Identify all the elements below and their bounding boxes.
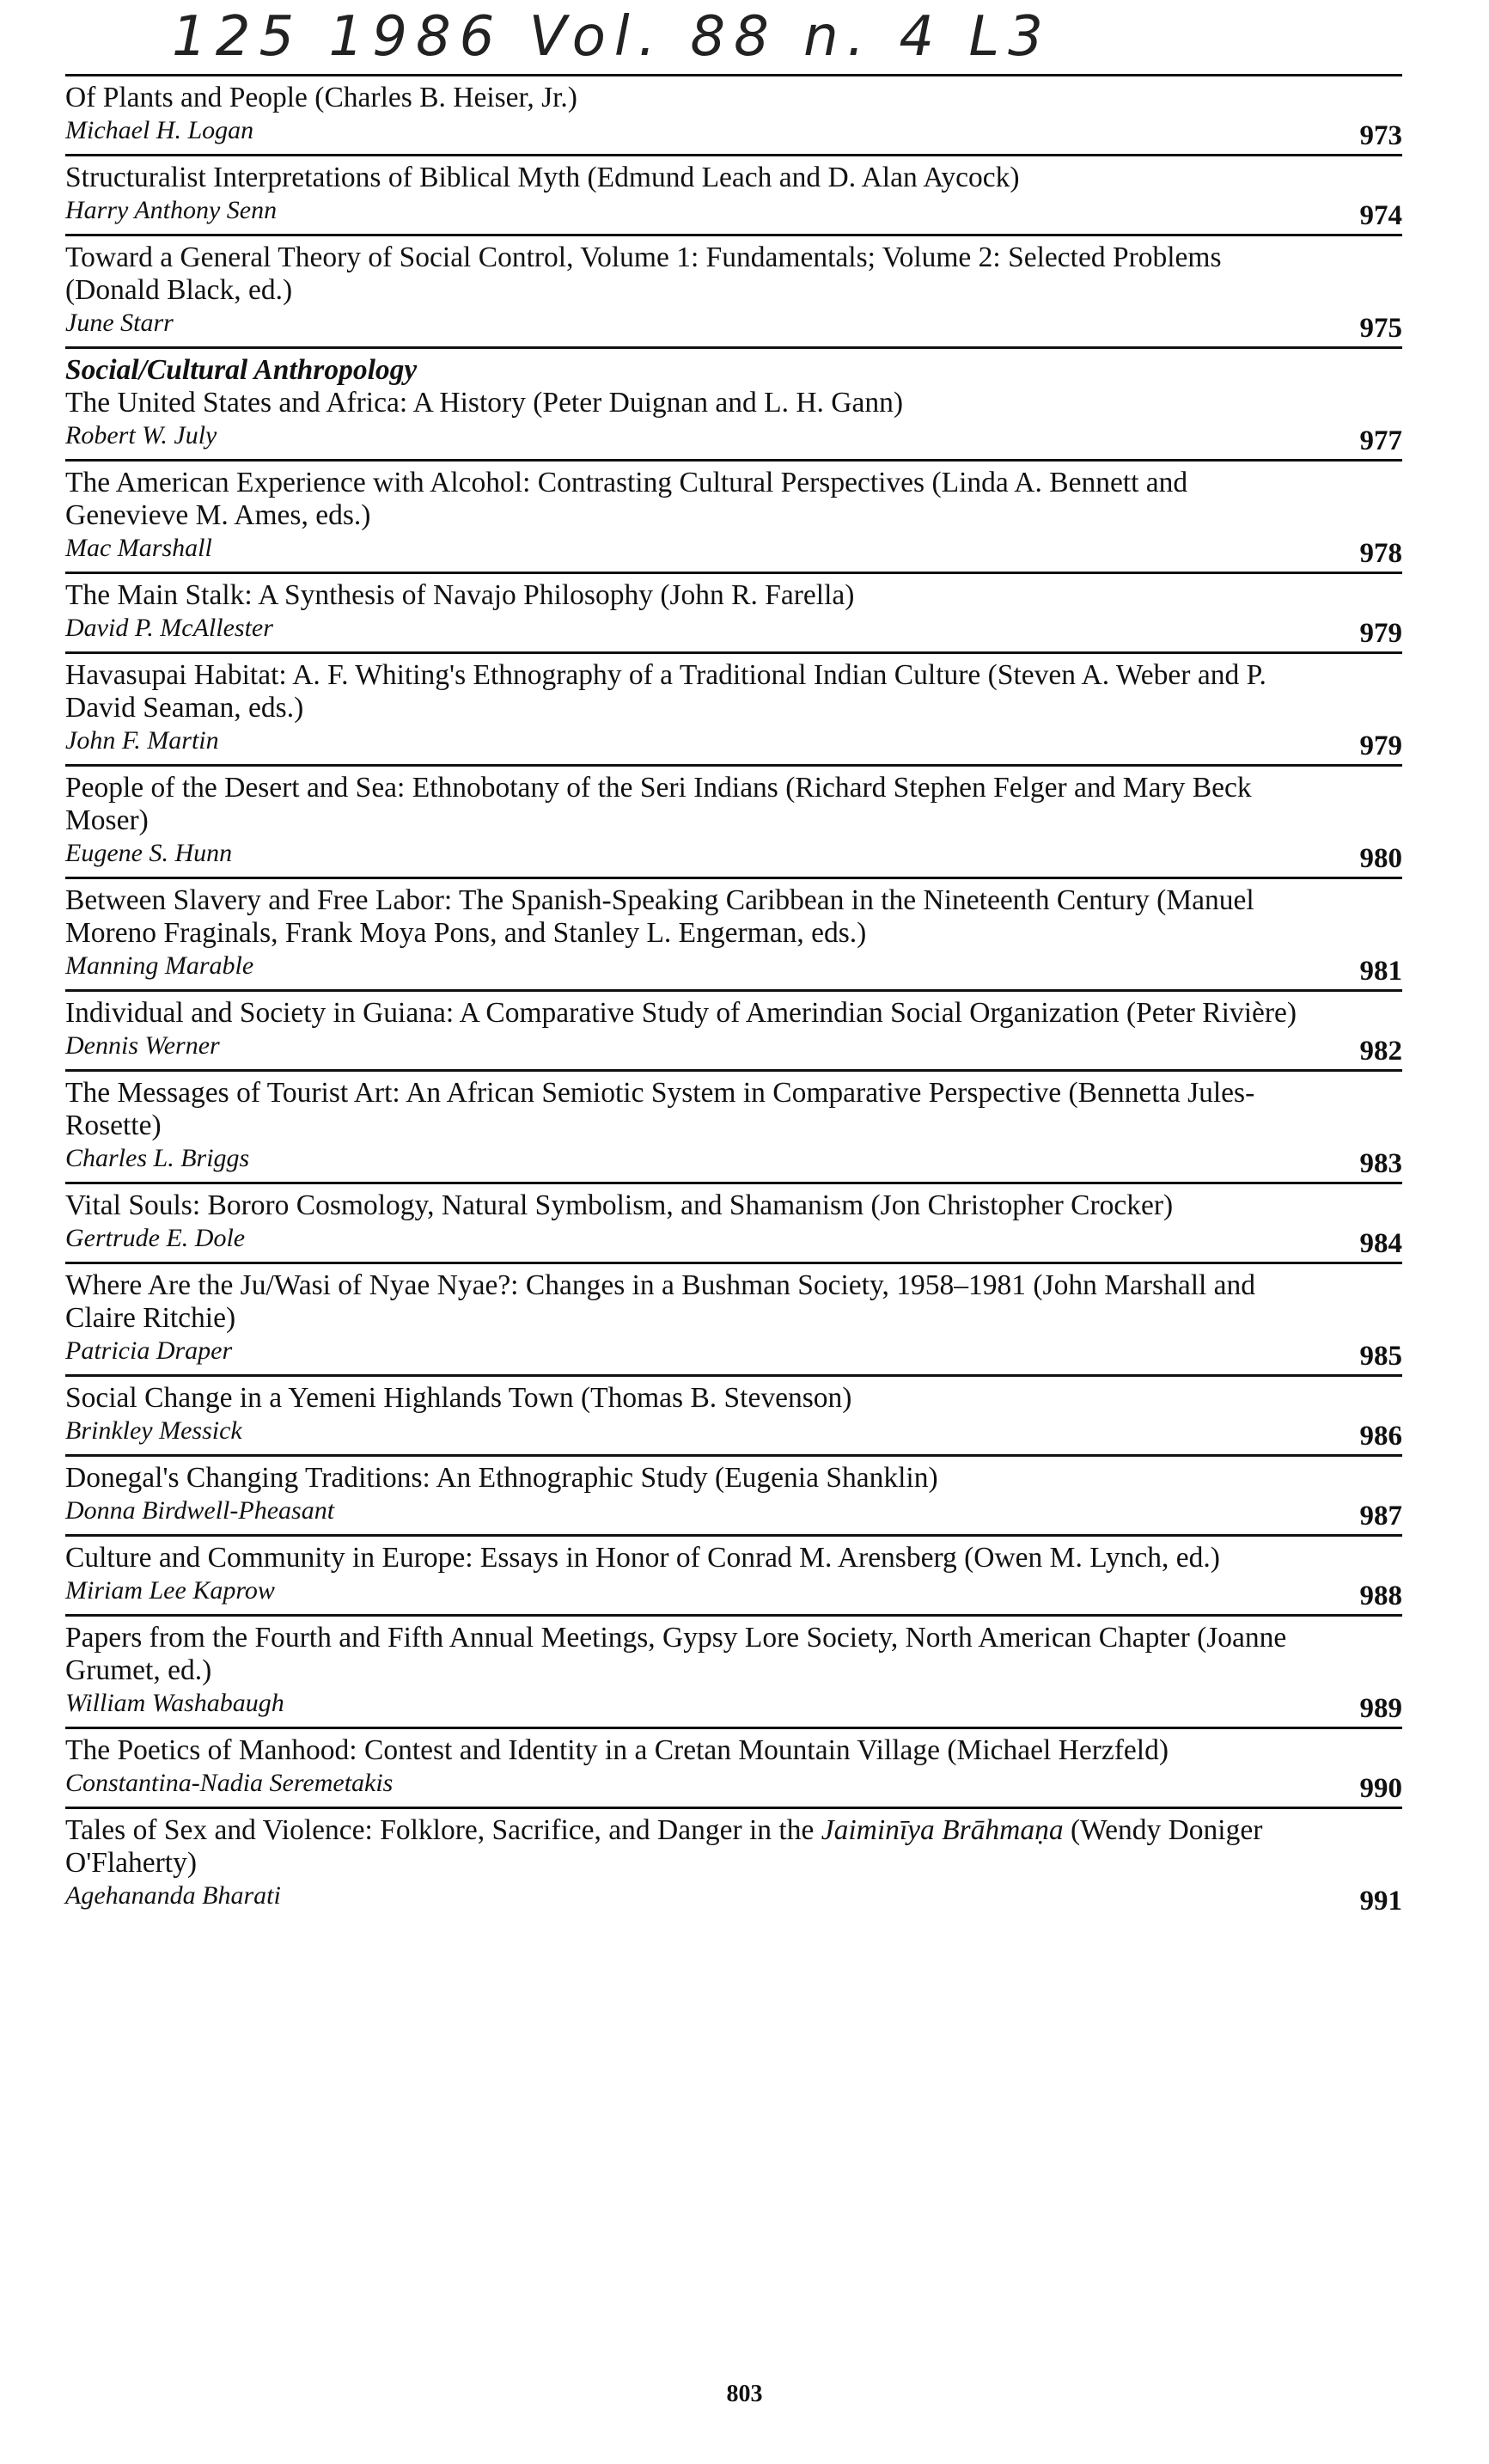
list-item: [65, 992, 1402, 1069]
list-item: [65, 654, 1402, 764]
entry-author: Agehananda Bharati: [65, 1881, 281, 1910]
entry-author: Donna Birdwell-Pheasant: [65, 1496, 335, 1525]
section-heading: Social/Cultural Anthropology: [65, 354, 418, 386]
entry-title-italic: Jaiminīya Brāhmaṇa: [821, 1814, 1064, 1846]
entry-page: 985: [1359, 1341, 1402, 1372]
entry-author: Harry Anthony Senn: [65, 196, 278, 224]
list-item: [65, 1264, 1402, 1374]
entry-author: June Starr: [65, 309, 174, 337]
entry-title-end: (Wendy Doniger O'Flaherty): [65, 1814, 1263, 1879]
entry-title: Social Change in a Yemeni Highlands Town (Thomas B. Stevenson): [65, 1382, 852, 1414]
entry-author: Miriam Lee Kaprow: [65, 1576, 275, 1605]
entry-author: Mac Marshall: [65, 534, 212, 562]
handwritten-annotation: 125 1986 Vol. 88 n. 4 L3: [172, 5, 1052, 69]
entry-author: Brinkley Messick: [65, 1416, 242, 1445]
entry-page: 984: [1359, 1228, 1402, 1259]
entry-page: 979: [1359, 731, 1402, 761]
entry-title: Vital Souls: Bororo Cosmology, Natural Symbolism, and Shamanism (Jon Christopher Crocker): [65, 1189, 1174, 1221]
list-item: [65, 236, 1402, 346]
entry-page: 991: [1359, 1886, 1402, 1917]
entry-title: The Messages of Tourist Art: An African Semiotic System in Comparative Perspective (Bennetta Jules-Rosette): [65, 1077, 1255, 1141]
entry-title: Where Are the Ju/Wasi of Nyae Nyae?: Changes in a Bushman Society, 1958–1981 (John Marshall and Claire Ritchie): [65, 1269, 1256, 1334]
entry-title: Havasupai Habitat: A. F. Whiting's Ethnography of a Traditional Indian Culture (Steven A. Weber and P. David Seaman, eds.): [65, 659, 1266, 724]
table-of-contents: [65, 74, 1402, 1919]
entry-title: The American Experience with Alcohol: Contrasting Cultural Perspectives (Linda A. Bennett and Genevieve M. Ames, eds.): [65, 467, 1188, 531]
entry-title: [65, 1814, 1311, 1880]
entry-author: Constantina-Nadia Seremetakis: [65, 1769, 394, 1797]
entry-page: 986: [1359, 1421, 1402, 1452]
entry-page: 977: [1359, 425, 1402, 456]
list-item: [65, 156, 1402, 234]
entry-author: John F. Martin: [65, 726, 219, 755]
entry-title: The Main Stalk: A Synthesis of Navajo Philosophy (John R. Farella): [65, 579, 855, 611]
list-item: [65, 462, 1402, 572]
entry-title: Individual and Society in Guiana: A Comparative Study of Amerindian Social Organization (Peter Rivière): [65, 997, 1297, 1029]
entry-title: Of Plants and People (Charles B. Heiser, Jr.): [65, 82, 577, 113]
entry-author: Charles L. Briggs: [65, 1144, 250, 1172]
entry-page: 981: [1359, 956, 1402, 987]
entry-author: Manning Marable: [65, 951, 254, 980]
entry-title: Culture and Community in Europe: Essays in Honor of Conrad M. Arensberg (Owen M. Lynch, ed.): [65, 1542, 1220, 1574]
entry-title: People of the Desert and Sea: Ethnobotany of the Seri Indians (Richard Stephen Felger and Mary Beck Moser): [65, 772, 1252, 836]
entry-page: 978: [1359, 538, 1402, 569]
entry-title: Papers from the Fourth and Fifth Annual Meetings, Gypsy Lore Society, North American Chapter (Joanne Grumet, ed.): [65, 1622, 1287, 1686]
list-item: [65, 76, 1402, 154]
entry-author: Dennis Werner: [65, 1031, 220, 1060]
list-item: [65, 1729, 1402, 1807]
entry-page: 983: [1359, 1148, 1402, 1179]
entry-page: 982: [1359, 1036, 1402, 1067]
entry-page: 975: [1359, 313, 1402, 344]
list-item: [65, 879, 1402, 989]
entry-page: 990: [1359, 1773, 1402, 1804]
list-item: [65, 1537, 1402, 1614]
entry-page: 973: [1359, 120, 1402, 151]
list-item: [65, 1072, 1402, 1182]
entry-title: Between Slavery and Free Labor: The Spanish-Speaking Caribbean in the Nineteenth Century (Manuel Moreno Fraginals, Frank Moya Pons, and Stanley L. Engerman, eds.): [65, 884, 1254, 949]
entry-title: The Poetics of Manhood: Contest and Identity in a Cretan Mountain Village (Michael Herzfeld): [65, 1734, 1169, 1766]
entry-page: 980: [1359, 843, 1402, 874]
page-number: 803: [726, 2381, 763, 2407]
entry-title: Donegal's Changing Traditions: An Ethnographic Study (Eugenia Shanklin): [65, 1462, 938, 1494]
entry-page: 979: [1359, 618, 1402, 649]
entry-author: Michael H. Logan: [65, 116, 254, 144]
entry-author: Eugene S. Hunn: [65, 839, 233, 867]
list-item: [65, 1617, 1402, 1727]
entry-page: 974: [1359, 200, 1402, 231]
entry-author: Gertrude E. Dole: [65, 1224, 246, 1252]
entry-title: Toward a General Theory of Social Control, Volume 1: Fundamentals; Volume 2: Selected Problems (Donald Black, ed.): [65, 242, 1222, 306]
list-item: [65, 767, 1402, 877]
entry-page: 988: [1359, 1581, 1402, 1611]
list-item: [65, 1377, 1402, 1454]
list-item: [65, 349, 1402, 459]
entry-page: 987: [1359, 1501, 1402, 1532]
entry-author: William Washabaugh: [65, 1689, 284, 1717]
entry-title-start: Tales of Sex and Violence: Folklore, Sacrifice, and Danger in the: [65, 1814, 821, 1846]
entry-title: The United States and Africa: A History (Peter Duignan and L. H. Gann): [65, 387, 904, 419]
list-item: [65, 574, 1402, 651]
entry-title: Structuralist Interpretations of Biblical Myth (Edmund Leach and D. Alan Aycock): [65, 162, 1020, 193]
list-item: [65, 1809, 1402, 1919]
entry-author: David P. McAllester: [65, 614, 273, 642]
list-item: [65, 1457, 1402, 1534]
entry-author: Patricia Draper: [65, 1336, 233, 1365]
list-item: [65, 1184, 1402, 1262]
entry-page: 989: [1359, 1693, 1402, 1724]
entry-author: Robert W. July: [65, 421, 217, 449]
